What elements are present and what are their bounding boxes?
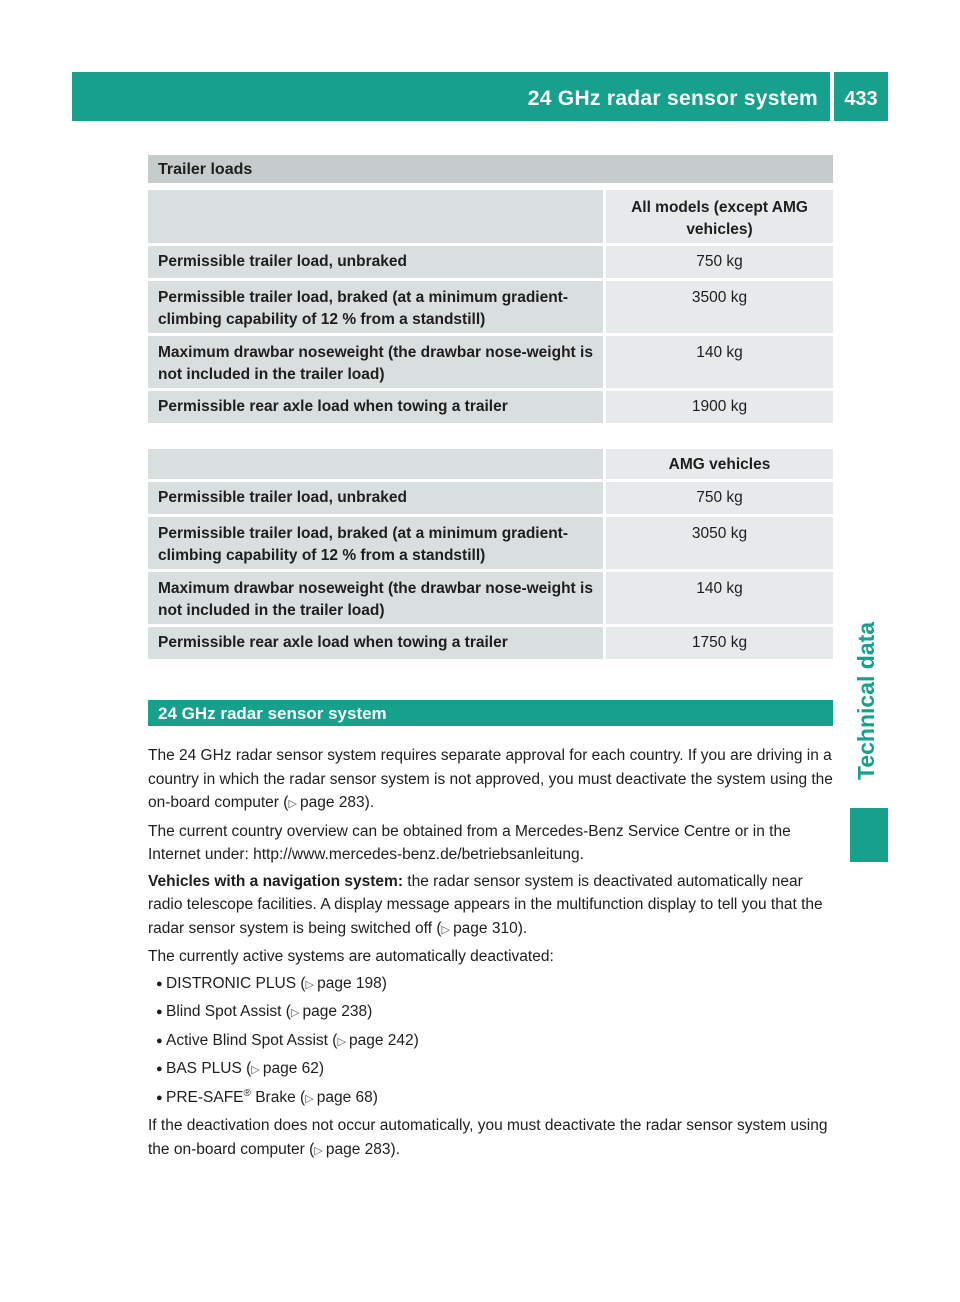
triangle-right-icon: ▷ xyxy=(314,1144,323,1157)
page-reference-link[interactable]: page 310 xyxy=(453,919,518,937)
chapter-tab-marker xyxy=(850,808,888,862)
table-row xyxy=(148,391,833,423)
triangle-right-icon: ▷ xyxy=(288,798,297,810)
paragraph: The current country overview can be obtained from a Mercedes-Benz Service Centre or in the Internet under: http://www.mercedes-benz.de/betriebsanleitung. xyxy=(148,822,791,863)
paragraph-bold-lead: Vehicles with a navigation system: xyxy=(148,872,403,890)
header-title: 24 GHz radar sensor system xyxy=(527,87,818,110)
deactivated-systems-list xyxy=(148,972,836,1112)
chapter-tab-label[interactable]: Technical data xyxy=(853,621,879,780)
paragraph: The currently active systems are automatically deactivated: xyxy=(148,948,554,965)
row-value: 140 kg xyxy=(606,336,833,388)
list-item xyxy=(156,1029,836,1055)
row-value: 1750 kg xyxy=(606,627,833,659)
list-item xyxy=(156,1057,836,1083)
section-body xyxy=(148,744,836,1166)
page-reference-link[interactable]: page 242 xyxy=(349,1031,414,1049)
bullet-icon: ● xyxy=(156,1034,163,1047)
row-label: Permissible trailer load, unbraked xyxy=(148,482,603,514)
table-title: Trailer loads xyxy=(148,155,833,183)
bullet-icon: ● xyxy=(156,977,163,990)
row-label: Permissible rear axle load when towing a trailer xyxy=(148,627,603,659)
paragraph xyxy=(148,1114,836,1163)
list-item-text: Brake ( xyxy=(250,1088,306,1106)
table-row xyxy=(148,572,833,624)
triangle-right-icon: ▷ xyxy=(290,1007,300,1019)
page-reference-link[interactable]: page 68 xyxy=(316,1088,373,1106)
table-row xyxy=(148,281,833,333)
paragraph-text: The 24 GHz radar sensor system requires separate approval for each country. If you are driving in a country in which the radar sensor system is not approved, you must deactivate the system using the on-board computer ( xyxy=(148,747,833,811)
triangle-right-icon: ▷ xyxy=(305,1092,314,1105)
triangle-right-icon: ▷ xyxy=(337,1035,346,1048)
row-value: 3050 kg xyxy=(606,517,833,569)
paragraph-text: ). xyxy=(517,919,528,937)
paragraph xyxy=(148,870,836,943)
paragraph-text: If the deactivation does not occur automatically, you must deactivate the radar sensor system using the on-board computer ( xyxy=(148,1117,828,1158)
table-row xyxy=(148,517,833,569)
list-item-text: BAS PLUS ( xyxy=(166,1060,252,1077)
bullet-icon: ● xyxy=(156,1091,163,1104)
table-header-blank xyxy=(148,190,603,243)
triangle-right-icon: ▷ xyxy=(305,978,314,991)
paragraph-text: ). xyxy=(364,794,375,811)
table-row xyxy=(148,627,833,659)
page-reference-link[interactable]: page 283 xyxy=(300,794,365,811)
page-reference-link[interactable]: page 62 xyxy=(262,1060,319,1077)
list-item xyxy=(156,1086,836,1112)
page-reference-link[interactable]: page 238 xyxy=(302,1003,368,1020)
table-row xyxy=(148,336,833,388)
triangle-right-icon: ▷ xyxy=(441,923,450,936)
row-label: Permissible rear axle load when towing a trailer xyxy=(148,391,603,423)
section-heading: 24 GHz radar sensor system xyxy=(148,700,833,726)
bullet-icon: ● xyxy=(156,1063,163,1075)
list-item-text: Active Blind Spot Assist ( xyxy=(166,1031,338,1049)
table-header-row xyxy=(148,449,833,479)
row-value: 1900 kg xyxy=(606,391,833,423)
list-item xyxy=(156,1000,836,1026)
row-value: 750 kg xyxy=(606,482,833,514)
table-row xyxy=(148,246,833,278)
row-value: 3500 kg xyxy=(606,281,833,333)
row-label: Permissible trailer load, braked (at a minimum gradient-climbing capability of 12 % from a standstill) xyxy=(148,281,603,333)
row-label: Permissible trailer load, braked (at a minimum gradient-climbing capability of 12 % from a standstill) xyxy=(148,517,603,569)
list-item-text: ) xyxy=(413,1031,419,1049)
page-number: 433 xyxy=(844,88,878,110)
list-item-text: ) xyxy=(381,974,387,992)
page-reference-link[interactable]: page 198 xyxy=(317,974,382,992)
registered-mark: ® xyxy=(243,1087,251,1099)
row-label: Maximum drawbar noseweight (the drawbar nose-weight is not included in the trailer load) xyxy=(148,572,603,624)
bullet-icon: ● xyxy=(156,1006,163,1018)
paragraph-text: the radar sensor system is deactivated automatically near radio telescope facilities. A display message appears in the multifunction display to tell you that the radar sensor system is being switched off ( xyxy=(148,872,823,937)
triangle-right-icon: ▷ xyxy=(251,1064,260,1076)
list-item-text: ) xyxy=(318,1060,325,1077)
column-header: AMG vehicles xyxy=(606,449,833,479)
row-value: 140 kg xyxy=(606,572,833,624)
trailer-loads-table-amg xyxy=(148,449,833,659)
paragraph xyxy=(148,744,836,817)
list-item-text: Blind Spot Assist ( xyxy=(166,1003,291,1020)
page-header xyxy=(72,72,888,121)
row-value: 750 kg xyxy=(606,246,833,278)
table-row xyxy=(148,482,833,514)
list-item-text: PRE-SAFE xyxy=(166,1088,244,1106)
row-label: Permissible trailer load, unbraked xyxy=(148,246,603,278)
list-item xyxy=(156,972,836,998)
column-header: All models (except AMG vehicles) xyxy=(606,190,833,243)
list-item-text: ) xyxy=(367,1003,373,1020)
table-header-blank xyxy=(148,449,603,479)
paragraph-text: ). xyxy=(390,1140,400,1158)
page-reference-link[interactable]: page 283 xyxy=(325,1140,391,1158)
row-label: Maximum drawbar noseweight (the drawbar nose-weight is not included in the trailer load) xyxy=(148,336,603,388)
list-item-text: ) xyxy=(372,1088,378,1106)
table-header-row xyxy=(148,190,833,243)
list-item-text: DISTRONIC PLUS ( xyxy=(166,974,306,992)
trailer-loads-table-standard xyxy=(148,190,833,423)
